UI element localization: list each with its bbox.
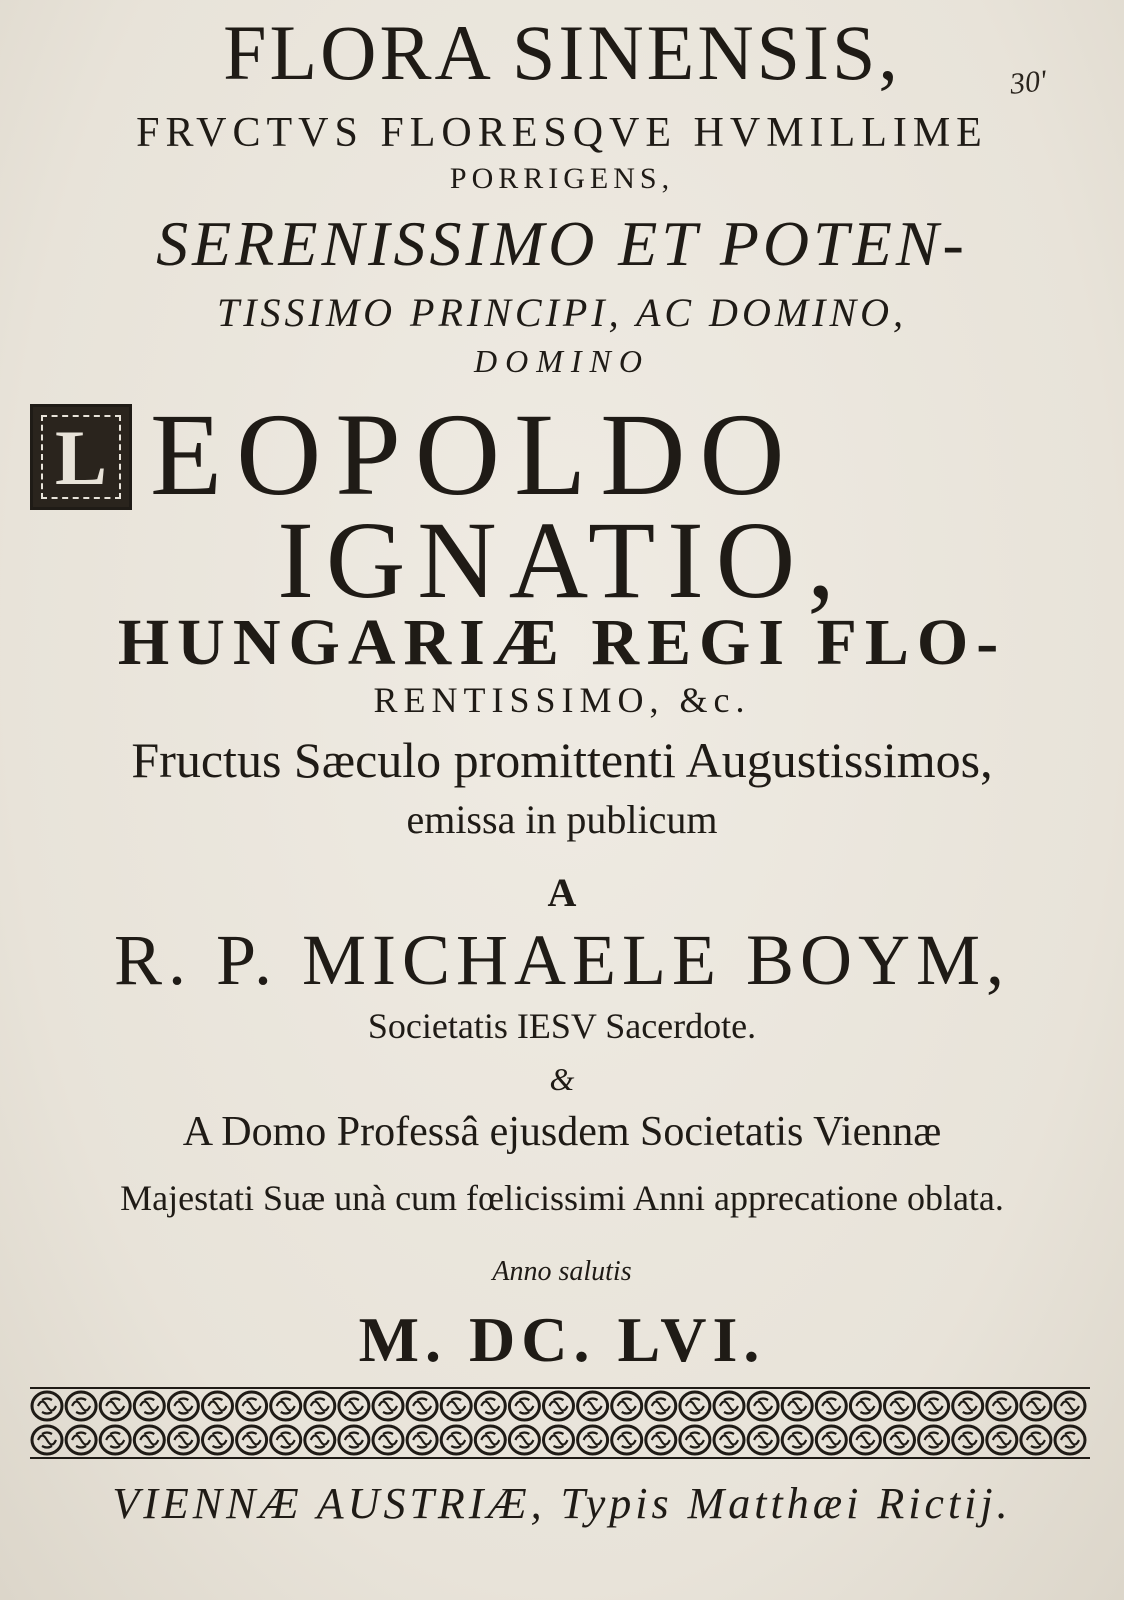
- ornament-fleuron: [407, 1426, 437, 1454]
- anno-line: Anno salutis: [492, 1256, 632, 1287]
- ornament-fleuron: [66, 1392, 96, 1420]
- fructus-line: Fructus Sæculo promittenti Augustissimos,: [131, 732, 993, 788]
- ornament-fleuron: [714, 1426, 744, 1454]
- ornament-fleuron: [237, 1426, 267, 1454]
- dedicatee-name-line-1: EOPOLDO: [150, 389, 799, 520]
- ornament-fleuron: [134, 1426, 164, 1454]
- hungary-line-2: RENTISSIMO, &c.: [373, 680, 751, 720]
- ornament-fleuron: [441, 1392, 471, 1420]
- ornament-fleuron: [203, 1392, 233, 1420]
- ornament-fleuron: [100, 1426, 130, 1454]
- domo-line: A Domo Professâ ejusdem Societatis Viennæ: [182, 1109, 942, 1155]
- ornament-fleuron: [100, 1392, 130, 1420]
- ornament-fleuron: [646, 1426, 676, 1454]
- ornament-fleuron: [919, 1426, 949, 1454]
- ornamental-border: [30, 1386, 1090, 1460]
- subtitle-line-2: PORRIGENS,: [449, 162, 675, 195]
- ornament-fleuron: [612, 1426, 642, 1454]
- ornament-fleuron: [1055, 1426, 1085, 1454]
- initial-letter: L: [54, 414, 108, 501]
- ornament-fleuron: [953, 1426, 983, 1454]
- ornament-fleuron: [544, 1392, 574, 1420]
- ornament-fleuron: [987, 1426, 1017, 1454]
- ornament-fleuron: [850, 1426, 880, 1454]
- ornament-fleuron: [339, 1392, 369, 1420]
- ornament-fleuron: [305, 1392, 335, 1420]
- ornament-fleuron: [271, 1426, 301, 1454]
- ornament-fleuron: [203, 1426, 233, 1454]
- ornament-fleuron: [544, 1426, 574, 1454]
- ornament-fleuron: [612, 1392, 642, 1420]
- ornament-fleuron: [919, 1392, 949, 1420]
- ornament-fleuron: [271, 1392, 301, 1420]
- ornament-fleuron: [1021, 1392, 1051, 1420]
- ornament-fleuron: [748, 1392, 778, 1420]
- ornament-fleuron: [1021, 1426, 1051, 1454]
- ornament-fleuron: [1055, 1392, 1085, 1420]
- ampersand-line: &: [549, 1061, 575, 1097]
- ornament-fleuron: [373, 1426, 403, 1454]
- ornament-fleuron: [168, 1392, 198, 1420]
- ornament-fleuron: [987, 1392, 1017, 1420]
- ornament-fleuron: [782, 1392, 812, 1420]
- dedicatee-name-line-2: IGNATIO,: [277, 499, 847, 621]
- ornament-fleuron: [475, 1426, 505, 1454]
- ornament-fleuron: [168, 1426, 198, 1454]
- ornament-fleuron: [509, 1426, 539, 1454]
- folio-handwritten-note: 30': [1008, 64, 1048, 101]
- ornament-fleuron: [646, 1392, 676, 1420]
- book-title: FLORA SINENSIS,: [223, 9, 901, 96]
- year-line: M. DC. LVI.: [358, 1304, 766, 1375]
- ornament-fleuron: [782, 1426, 812, 1454]
- ornament-fleuron: [134, 1392, 164, 1420]
- ornament-fleuron: [339, 1426, 369, 1454]
- ornament-fleuron: [680, 1426, 710, 1454]
- ornament-fleuron: [885, 1426, 915, 1454]
- ornament-fleuron: [66, 1426, 96, 1454]
- decorated-initial: [30, 404, 132, 510]
- ornament-fleuron: [885, 1392, 915, 1420]
- ornament-fleuron: [305, 1426, 335, 1454]
- ornament-fleuron: [441, 1426, 471, 1454]
- majestati-line: Majestati Suæ unà cum fœlicissimi Anni apprecatione oblata.: [120, 1178, 1004, 1218]
- author-line: R. P. MICHAELE BOYM,: [113, 920, 1011, 1000]
- ornament-fleuron: [816, 1426, 846, 1454]
- ornament-fleuron: [578, 1426, 608, 1454]
- a-line: A: [547, 870, 577, 915]
- dedication-line-2: TISSIMO PRINCIPI, AC DOMINO,: [216, 290, 908, 335]
- ornament-fleuron: [32, 1426, 62, 1454]
- ornament-fleuron: [475, 1392, 505, 1420]
- ornament-fleuron: [32, 1392, 62, 1420]
- dedication-line-3: DOMINO: [474, 343, 650, 379]
- ornament-fleuron: [509, 1392, 539, 1420]
- society-line: Societatis IESV Sacerdote.: [367, 1006, 757, 1046]
- dedication-line-1: SERENISSIMO ET POTEN-: [156, 208, 968, 279]
- ornament-fleuron: [850, 1392, 880, 1420]
- ornament-fleuron: [816, 1392, 846, 1420]
- emissa-line: emissa in publicum: [406, 797, 718, 842]
- hungary-line-1: HUNGARIÆ REGI FLO-: [117, 606, 1007, 679]
- ornament-fleuron: [748, 1426, 778, 1454]
- ornament-fleuron: [407, 1392, 437, 1420]
- ornament-fleuron: [953, 1392, 983, 1420]
- ornament-fleuron: [237, 1392, 267, 1420]
- ornament-fleuron: [714, 1392, 744, 1420]
- subtitle-line-1: FRVCTVS FLORESQVE HVMILLIME: [136, 110, 988, 156]
- imprint-line: VIENNÆ AUSTRIÆ, Typis Matthæi Rictij.: [112, 1479, 1012, 1528]
- ornament-fleuron: [578, 1392, 608, 1420]
- ornament-fleuron: [680, 1392, 710, 1420]
- ornament-fleuron: [373, 1392, 403, 1420]
